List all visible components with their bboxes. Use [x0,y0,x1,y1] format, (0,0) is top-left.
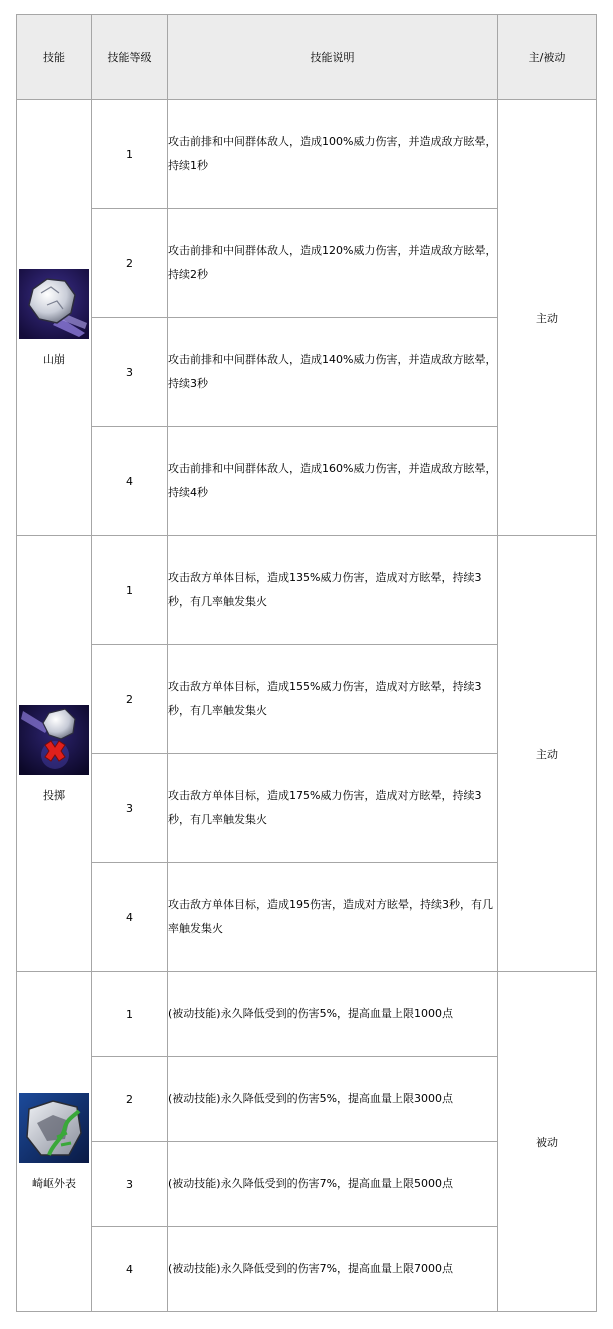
table-row [17,100,597,209]
skill-level: 3 [92,318,168,427]
skill-description: 攻击敌方单体目标，造成155%威力伤害，造成对方眩晕，持续3秒，有几率触发集火 [168,645,498,754]
throw-rock-icon [19,705,89,775]
skill-description: 攻击前排和中间群体敌人，造成100%威力伤害，并造成敌方眩晕，持续1秒 [168,100,498,209]
skill-description: 攻击前排和中间群体敌人，造成160%威力伤害，并造成敌方眩晕，持续4秒 [168,427,498,536]
rugged-skin-icon [19,1093,89,1163]
header-level: 技能等级 [92,15,168,100]
boulder-icon [19,269,89,339]
header-description: 技能说明 [168,15,498,100]
skill-description: (被动技能)永久降低受到的伤害7%，提高血量上限5000点 [168,1142,498,1227]
header-row [17,15,597,100]
skill-type: 被动 [498,972,597,1312]
skill-level: 4 [92,863,168,972]
skill-description: 攻击前排和中间群体敌人，造成120%威力伤害，并造成敌方眩晕，持续2秒 [168,209,498,318]
skill-description: (被动技能)永久降低受到的伤害5%，提高血量上限1000点 [168,972,498,1057]
skill-type: 主动 [498,536,597,972]
skill-type: 主动 [498,100,597,536]
skill-level: 2 [92,645,168,754]
skill-level: 1 [92,536,168,645]
skill-description: 攻击前排和中间群体敌人，造成140%威力伤害，并造成敌方眩晕，持续3秒 [168,318,498,427]
skill-name: 崎岖外表 [32,1176,76,1190]
skill-level: 3 [92,754,168,863]
skill-description: 攻击敌方单体目标，造成175%威力伤害，造成对方眩晕，持续3秒，有几率触发集火 [168,754,498,863]
skill-level: 1 [92,972,168,1057]
header-type: 主/被动 [498,15,597,100]
skill-name: 投掷 [43,788,65,802]
skills-table [16,14,597,1312]
skill-name: 山崩 [43,352,65,366]
skill-level: 2 [92,209,168,318]
table-row [17,536,597,645]
header-skill: 技能 [17,15,92,100]
skill-description: (被动技能)永久降低受到的伤害5%，提高血量上限3000点 [168,1057,498,1142]
skill-description: (被动技能)永久降低受到的伤害7%，提高血量上限7000点 [168,1227,498,1312]
skill-level: 4 [92,1227,168,1312]
skill-description: 攻击敌方单体目标，造成135%威力伤害，造成对方眩晕，持续3秒，有几率触发集火 [168,536,498,645]
skill-level: 3 [92,1142,168,1227]
skill-name-cell [17,972,92,1312]
skill-name-cell [17,100,92,536]
skill-level: 1 [92,100,168,209]
skill-name-cell [17,536,92,972]
skill-description: 攻击敌方单体目标，造成195伤害，造成对方眩晕，持续3秒，有几率触发集火 [168,863,498,972]
skill-level: 2 [92,1057,168,1142]
table-row [17,972,597,1057]
skill-level: 4 [92,427,168,536]
